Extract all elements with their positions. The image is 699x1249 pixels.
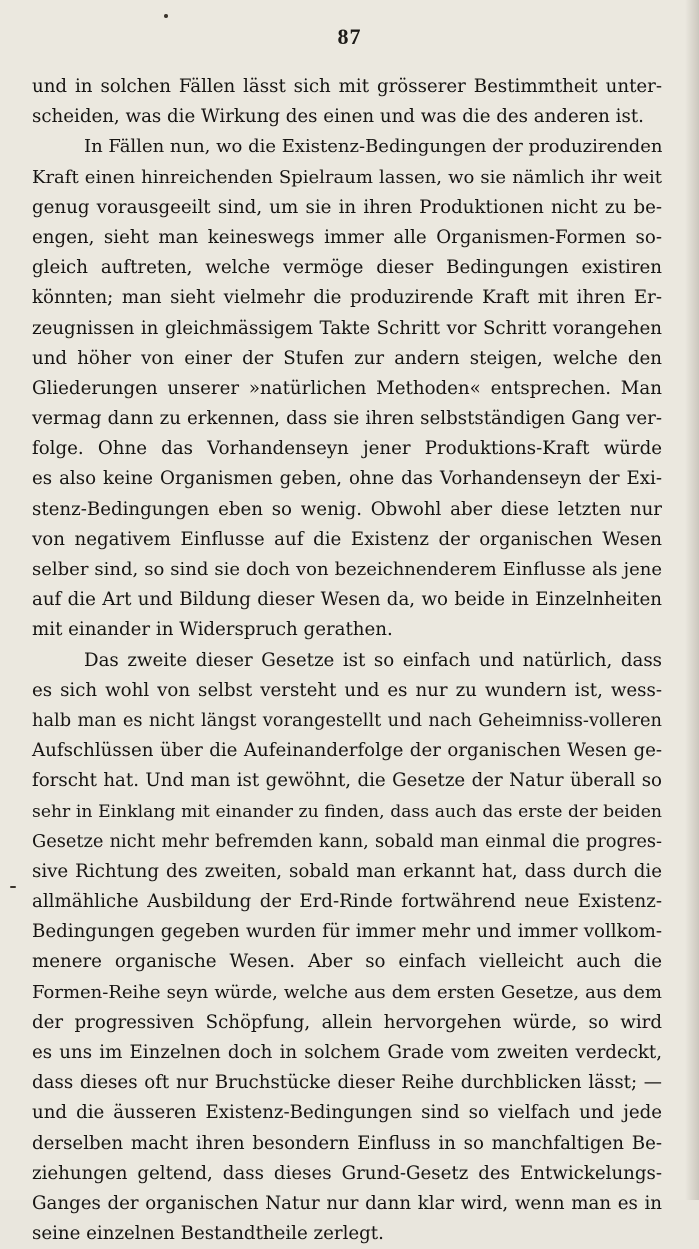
- text-line: und die äusseren Existenz-Bedingungen sind so vielfach und jede: [32, 1102, 662, 1124]
- text-line: genug vorausgeeilt sind, um sie in ihren Produktionen nicht zu be-: [32, 196, 662, 218]
- text-line: vermag dann zu erkennen, dass sie ihren selbstständigen Gang ver-: [32, 408, 662, 430]
- text-line: Bedingungen gegeben wurden für immer mehr und immer vollkom-: [32, 921, 662, 943]
- text-line: Gliederungen unserer »natürlichen Methoden« entsprechen. Man: [32, 377, 662, 399]
- text-line: gleich auftreten, welche vermöge dieser Bedingungen existiren: [32, 257, 662, 279]
- page-edge-shadow: [685, 0, 699, 1200]
- text-line: Formen-Reihe seyn würde, welche aus dem ersten Gesetze, aus dem: [32, 981, 662, 1003]
- text-line: mit einander in Widerspruch gerathen.: [32, 619, 393, 641]
- text-line: halb man es nicht längst vorangestellt und nach Geheimniss-volleren: [32, 709, 662, 731]
- text-line: sehr in Einklang mit einander zu finden, dass auch das erste der beiden: [32, 801, 662, 822]
- text-line: forscht hat. Und man ist gewöhnt, die Gesetze der Natur überall so: [32, 770, 662, 792]
- body-text: [32, 72, 662, 1249]
- text-line: und in solchen Fällen lässt sich mit grösserer Bestimmtheit unter-: [32, 76, 662, 97]
- text-line: stenz-Bedingungen eben so wenig. Obwohl aber diese letzten nur: [32, 498, 662, 520]
- text-line: In Fällen nun, wo die Existenz-Bedingungen der produzirenden: [84, 136, 663, 158]
- text-line: zeugnissen in gleichmässigem Takte Schritt vor Schritt vorangehen: [32, 317, 662, 339]
- text-line: von negativem Einflusse auf die Existenz der organischen Wesen: [32, 528, 662, 550]
- text-line: selber sind, so sind sie doch von bezeichnenderem Einflusse als jene: [32, 559, 662, 580]
- text-line: derselben macht ihren besondern Einfluss in so manchfaltigen Be-: [32, 1132, 662, 1154]
- text-line: und höher von einer der Stufen zur andern steigen, welche den: [32, 347, 662, 369]
- text-line: allmähliche Ausbildung der Erd-Rinde fortwährend neue Existenz-: [32, 891, 662, 913]
- text-line: menere organische Wesen. Aber so einfach vielleicht auch die: [32, 951, 662, 973]
- text-line: es also keine Organismen geben, ohne das Vorhandenseyn der Exi-: [32, 468, 662, 490]
- text-line: es uns im Einzelnen doch in solchem Grade vom zweiten verdeckt,: [32, 1042, 662, 1063]
- text-line: dass dieses oft nur Bruchstücke dieser Reihe durchblicken lässt; —: [32, 1072, 662, 1094]
- text-line: Gesetze nicht mehr befremden kann, sobald man einmal die progres-: [32, 830, 662, 852]
- text-line: folge. Ohne das Vorhandenseyn jener Produktions-Kraft würde: [32, 438, 662, 460]
- text-line: scheiden, was die Wirkung des einen und was die des anderen ist.: [32, 106, 644, 128]
- text-line: Ganges der organischen Natur nur dann klar wird, wenn man es in: [32, 1192, 662, 1214]
- text-line: engen, sieht man keineswegs immer alle Organismen-Formen so-: [32, 226, 662, 248]
- text-line: Das zweite dieser Gesetze ist so einfach und natürlich, dass: [84, 649, 662, 671]
- text-line: könnten; man sieht vielmehr die produzirende Kraft mit ihren Er-: [32, 287, 662, 309]
- margin-mark: [10, 886, 16, 888]
- text-line: sive Richtung des zweiten, sobald man erkannt hat, dass durch die: [32, 860, 662, 882]
- text-line: seine einzelnen Bestandtheile zerlegt.: [32, 1223, 384, 1245]
- text-line: Kraft einen hinreichenden Spielraum lassen, wo sie nämlich ihr weit: [32, 166, 662, 188]
- text-line: Aufschlüssen über die Aufeinanderfolge der organischen Wesen ge-: [32, 740, 662, 762]
- text-line: der progressiven Schöpfung, allein hervorgehen würde, so wird: [32, 1011, 662, 1033]
- text-line: auf die Art und Bildung dieser Wesen da, wo beide in Einzelnheiten: [32, 589, 662, 611]
- ink-speck: [164, 14, 168, 18]
- page-number: 87: [337, 24, 362, 49]
- text-line: ziehungen geltend, dass dieses Grund-Gesetz des Entwickelungs-: [32, 1162, 662, 1184]
- text-line: es sich wohl von selbst versteht und es nur zu wundern ist, wess-: [32, 679, 662, 701]
